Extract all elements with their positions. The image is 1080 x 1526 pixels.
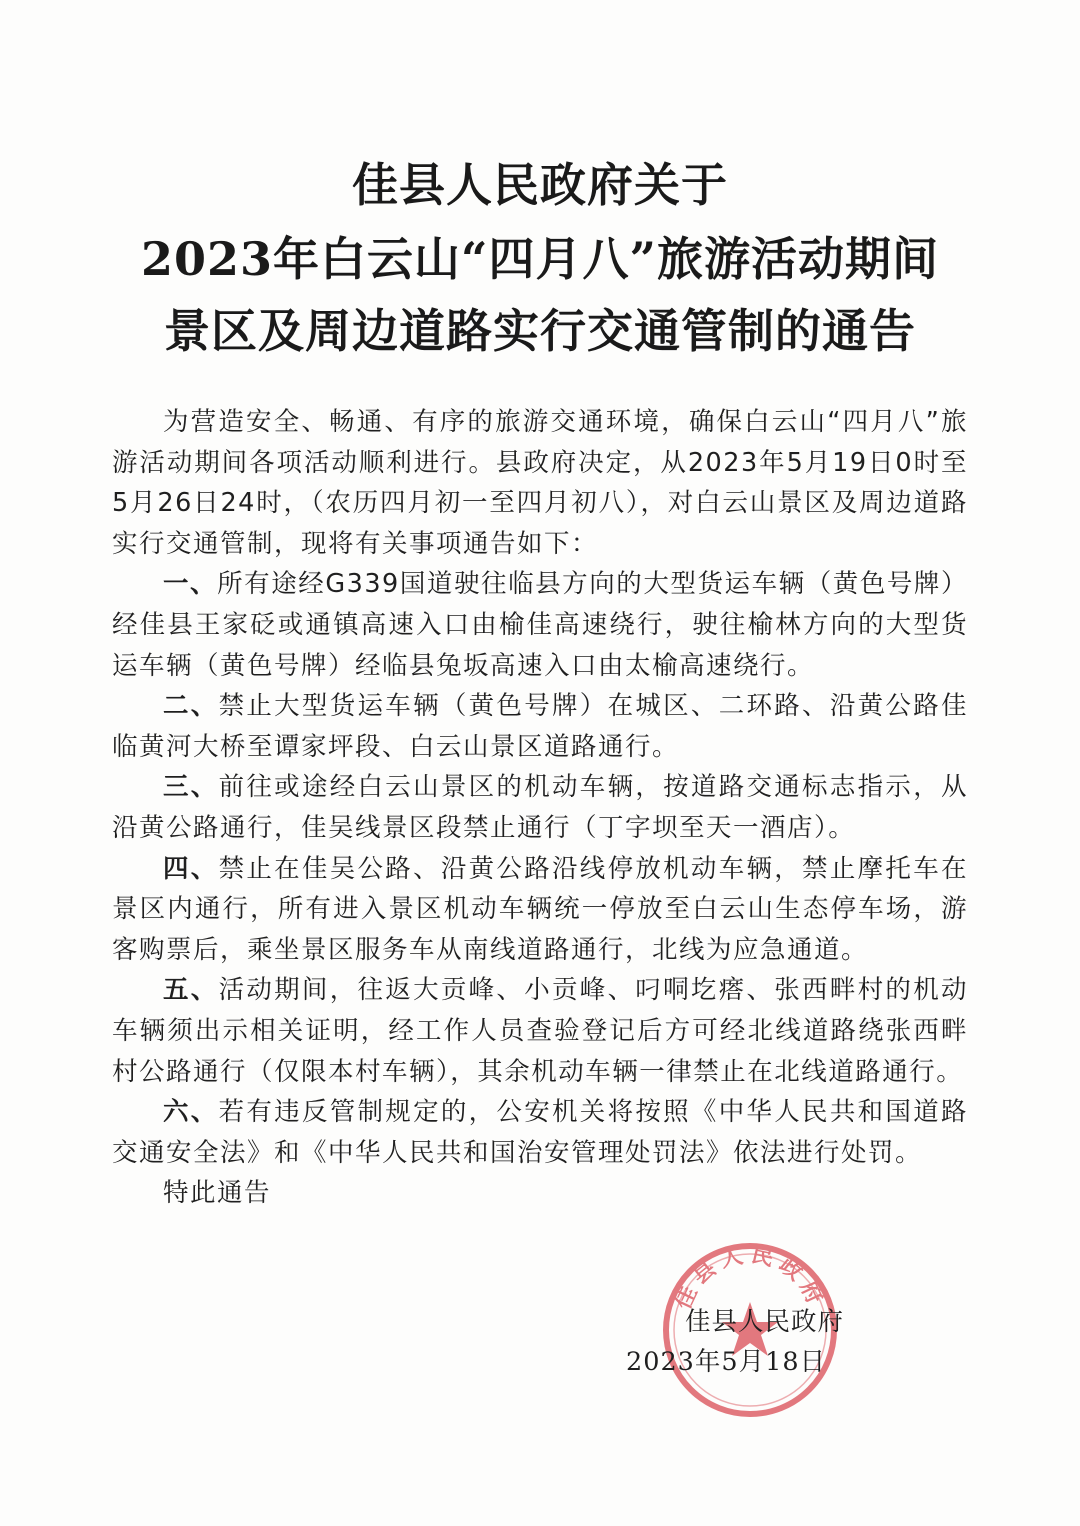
item-6-paragraph bbox=[112, 1092, 968, 1173]
document-body bbox=[112, 402, 968, 1214]
item-6-number: 六、 bbox=[163, 1097, 219, 1128]
item-4-text: 禁止在佳吴公路、沿黄公路沿线停放机动车辆，禁止摩托车在景区内通行，所有进入景区机动车辆统一停放至白云山生态停车场，游客购票后，乘坐景区服务车从南线道路通行，北线为应急通道。 bbox=[112, 853, 968, 965]
item-2-text: 禁止大型货运车辆（黄色号牌）在城区、二环路、沿黄公路佳临黄河大桥至谭家坪段、白云山景区道路通行。 bbox=[112, 691, 968, 762]
item-1-text: 所有途经G339国道驶往临县方向的大型货运车辆（黄色号牌）经佳县王家砭或通镇高速入口由榆佳高速绕行，驶往榆林方向的大型货运车辆（黄色号牌）经临县兔坂高速入口由太榆高速绕行。 bbox=[112, 569, 968, 681]
closing-paragraph: 特此通告 bbox=[163, 1178, 272, 1209]
issuer-name: 佳县人民政府 bbox=[684, 1307, 844, 1337]
item-5-paragraph bbox=[112, 970, 968, 1092]
item-1-paragraph bbox=[112, 564, 968, 686]
item-4-number: 四、 bbox=[163, 853, 219, 884]
document-title-line-1: 佳县人民政府关于 bbox=[352, 158, 728, 212]
item-4-paragraph bbox=[112, 849, 968, 971]
item-5-number: 五、 bbox=[163, 975, 219, 1006]
item-1-number: 一、 bbox=[163, 569, 218, 600]
intro-paragraph: 为营造安全、畅通、有序的旅游交通环境，确保白云山“四月八”旅游活动期间各项活动顺利进行。县政府决定，从2023年5月19日0时至5月26日24时，（农历四月初一至四月初八），对白云山景区及周边道路实行交通管制，现将有关事项通告如下： bbox=[112, 407, 968, 559]
item-2-paragraph bbox=[112, 686, 968, 767]
svg-text:佳县人民政府: 佳县人民政府 bbox=[669, 1241, 831, 1314]
issue-date: 2023年5月18日 bbox=[626, 1347, 827, 1377]
item-2-number: 二、 bbox=[163, 691, 219, 722]
item-5-text: 活动期间，往返大贡峰、小贡峰、叼哃圪瘩、张西畔村的机动车辆须出示相关证明，经工作人员查验登记后方可经北线道路绕张西畔村公路通行（仅限本村车辆），其余机动车辆一律禁止在北线道路通行。 bbox=[112, 975, 968, 1087]
item-3-paragraph bbox=[112, 767, 968, 848]
document-title-line-3: 景区及周边道路实行交通管制的通告 bbox=[164, 304, 916, 358]
document-title-line-2: 2023年白云山“四月八”旅游活动期间 bbox=[141, 232, 939, 286]
item-6-text: 若有违反管制规定的，公安机关将按照《中华人民共和国道路交通安全法》和《中华人民共和国治安管理处罚法》依法进行处罚。 bbox=[112, 1097, 968, 1168]
item-3-text: 前往或途经白云山景区的机动车辆，按道路交通标志指示，从沿黄公路通行，佳吴线景区段禁止通行（丁字坝至天一酒店）。 bbox=[112, 772, 968, 843]
item-3-number: 三、 bbox=[163, 772, 219, 803]
